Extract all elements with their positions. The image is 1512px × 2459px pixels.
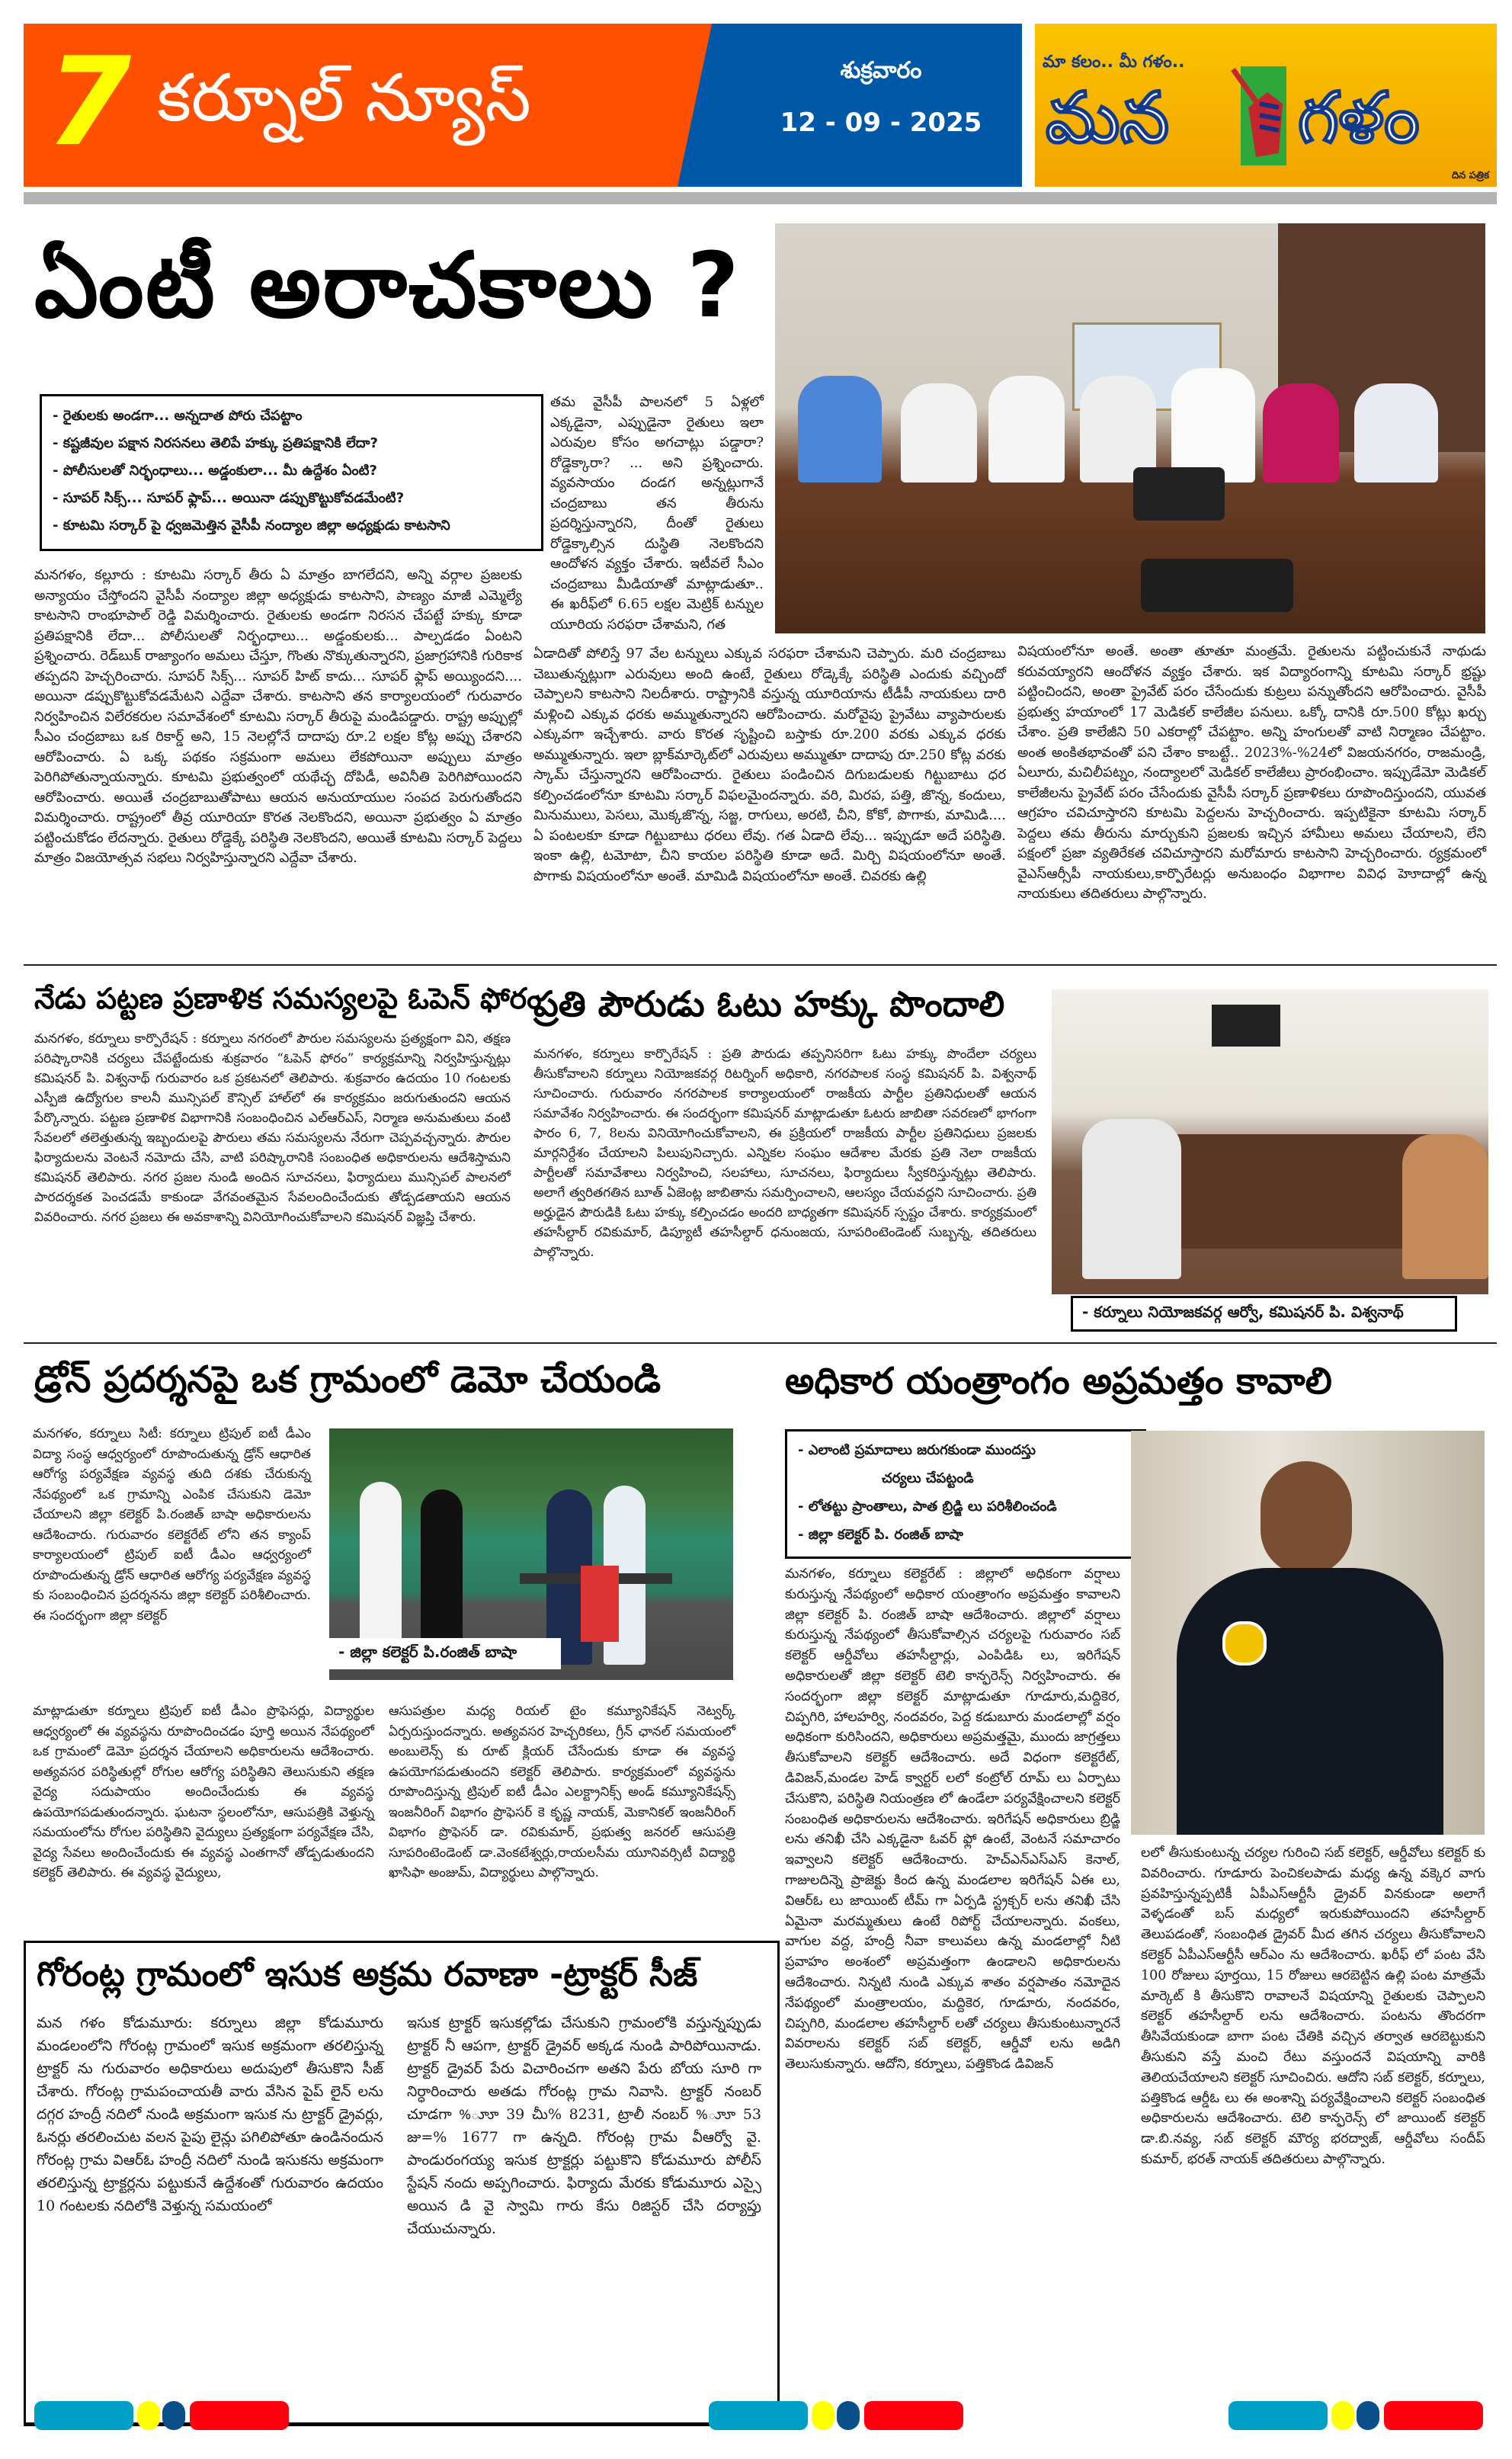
head	[1261, 1461, 1352, 1576]
sand-story-box	[24, 1941, 780, 2426]
logo-word-left: మన	[1046, 77, 1169, 159]
camera	[1141, 559, 1293, 612]
weekday: శుక్రవారం	[840, 57, 922, 84]
lead-body-col2a: తమ వైసీపీ పాలనలో 5 ఏళ్లలో ఎక్కడైనా, ఎప్పుడైనా రైతులు ఇలా ఎరువుల కోసం అగచాట్లు పడ్డారా? రోడ్డెక్కారా? ... అని ప్రశ్నించారు. వ్యవసాయం దండగ అన్నట్లుగానే చంద్రబాబు తన తీరును ప్రదర్శిస్తున్నారని, దీంతో రైతులు రోడ్డెక్కాల్సిన దుస్థితి నెలకొందని ఆందోళన వ్యక్తం చేశారు. ఇటీవలే సీఎం చంద్రబాబు మీడియాతో మాట్లాడుతూ.. ఈ ఖరీఫ్‌లో 6.65 లక్షల మెట్రిక్ టన్నుల యూరియ సరఫరా చేశామని, గత	[550, 394, 764, 633]
sand-body-col1: మన గళం కోడుమూరు: కర్నూలు జిల్లా కోడుమూరు మండలంలోని గోరంట్ల గ్రామంలో ఇసుక అక్రమంగా తరలిస్తున్న ట్రాక్టర్ ను గురువారం అధికారులు అదుపులో తీసుకొని సీజ్ చేశారు. గోరంట్ల గ్రామపంచాయతీ వారు వేసిన పైప్ లైన్ లను దగ్గర హంద్రీ నదిలో నుండి అక్రమంగా ఇసుక ను ట్రాక్టర్ డ్రైవర్లు, ఓనర్లు తరలించుట వలన పైపు లైన్లు పగిలిపోతూ ఉండినందున గోరంట్ల గ్రామ విఆర్ఓ హంద్రీ నదిలో నుండి ఇసుకను అక్రమంగా తరలిస్తున్న ట్రాక్టర్లను పట్టుకునే ఉద్దేశంతో గురువారం ఉదయం 10 గంటలకు నదిలోకి వెళ్తున్న సమయంలో	[37, 2015, 383, 2214]
highlight-item: చర్యలు చేపట్టండి	[882, 1470, 974, 1486]
drone-body-col3: ఆసుపత్రుల మధ్య రియల్ టైం కమ్యూనికేషన్ నెట్వర్క్ ఏర్పరుస్తుందన్నారు. అత్యవసర హెచ్చరికలు, గ్రీన్ ఛానల్ సమయంలో అంబులెన్స్ కు రూట్ క్లియర్ చేసేందుకు కూడా ఈ వ్యవస్థ ఉపయోగపడుతుందని కలెక్టర్ తెలిపారు. కార్యక్రమంలో వ్యవస్థను రూపొందిస్తున్న ట్రిపుల్ ఐటీ డీఎం ఎలక్ట్రానిక్స్ అండ్ కమ్యూనికేషన్స్ ఇంజనీరింగ్ విభాగం ప్రొఫెసర్ కె కృష్ణ నాయక్, మెకానికల్ ఇంజనీరింగ్ విభాగం ప్రొఫెసర్ డా. రవికుమార్, ప్రభుత్వ జనరల్ ఆసుపత్రి సూపరింటెండెంట్ డా.వెంకటేశ్వర్లు,రాయలసీమ యూనివర్సిటీ విద్యార్థి ఖాసిఫా అంజుమ్, విద్యార్థులు పాల్గొన్నారు.	[389, 1704, 735, 1880]
collector-portrait-photo	[1131, 1431, 1485, 1835]
lead-body-col1: మనగళం, కల్లూరు : కూటమి సర్కార్ తీరు ఏ మాత్రం బాగలేదని, అన్ని వర్గాల ప్రజలకు అన్యాయం చేస్తోందని వైసీపీ నంద్యాల జిల్లా అధ్యక్షుడు కాటసాని, పాణ్యం మాజీ ఎమ్మెల్యే కాటసాని రాంభూపాల్ రెడ్డి విమర్శించారు. రైతులకు అండగా నిరసన చేపట్టే హక్కు కూడా ప్రతిపక్షానికి లేదా... పోలీసులతో నిర్భంధాలు... అడ్డంకులకు... పాల్పడడం ఏంటని ప్రశ్నించారు. రెడ్‌బుక్ రాజ్యాంగం అమలు చేస్తూ, గొంతు నొక్కుతున్నారని, ప్రజాగ్రహానికి గురికాక తప్పదని హెచ్చరించారు. సూపర్ సిక్స్... సూపర్ హిట్ కాదు... సూపర్ ఫ్లాప్ అయ్యిందని.... అయినా డప్పుకొట్టుకోవడమేటని ఎద్దేవా చేశారు. కాటసాని తన కార్యాలయంలో గురువారం నిర్వహించిన విలేరకరుల సమావేశంలో కూటమి సర్కార్ తీరుపై మండిపడ్డారు. రాష్ట్ర అప్పుల్లో సీఎం చంద్రబాబు ఒక రికార్డ్ అని, 15 నెలల్లోనే దాదాపు రూ.2 లక్షల కోట్ల అప్పు చేశారని ఆరోపించారు. ఏ ఒక్క పథకం సక్రమంగా అమలు లేకపోయినా అప్పులు మాత్రం పెరిగిపోతున్నాయన్నారు. కూటమి ప్రభుత్వంలో యథేచ్ఛ దోపిడీ, అవినీతి పెరిగిపోయిందని ఆరోపించారు. అయితే చంద్రబాబుతోపాటు ఆయన అనుయాయుల సంపద పెరుగుతోందని విమర్శించారు. రాష్ట్రంలో తీవ్ర యూరియా కొరత నెలకొందని, అయినా ప్రభుత్వం ఏ మాత్రం పట్టించుకోడం లేదన్నారు. రైతులు రోడ్డెక్కే పరిస్థితి నెలకొందని, అయితే కూటమి సర్కార్ పెద్దలు మాత్రం విజయోత్సవ సభలు నిర్వహిస్తున్నారని ఎద్దేవా చేశారు.	[34, 567, 522, 866]
drone-body-col2: మాట్లాడుతూ కర్నూలు ట్రిపుల్ ఐటీ డీఎం ప్రొఫెసర్లు, విద్యార్థుల ఆధ్వర్యంలో ఈ వ్యవస్థను రూపొందించడం పూర్తి అయిన నేపథ్యంలో ఒక గ్రామంలో డెమో ప్రదర్శన చేయాలని అధికారులను ఆదేశించారు. అత్యవసర పరిస్థితుల్లో రోగుల ఆరోగ్య పరిస్థితిని తెలుసుకుని తక్షణ వైద్య సదుపాయం అందించేందుకు ఈ వ్యవస్థ ఉపయోగపడుతుందన్నారు. ఘటనా స్థలంలోనూ, ఆసుపత్రికి వెళ్తున్న సమయంలోను రోగుల పరిస్థితిని వైద్యులు ప్రత్యక్షంగా పర్యవేక్షణ చేసి, వైద్య సేవలు అందించేందుకు ఈ వ్యవస్థ ఎంతగానో తోడ్పడుతుందని కలెక్టర్ తెలిపారు. ఈ వ్యవస్థ వైద్యులు,	[33, 1704, 374, 1880]
highlight-item: - కూటమి సర్కార్ పై ధ్వజమెత్తిన వైసీపీ నంద్యాల జిల్లా అధ్యక్షుడు కాటసాని	[53, 518, 450, 534]
drone-headline: డ్రోన్ ప్రదర్శనపై ఒక గ్రామంలో డెమో చేయండి	[34, 1358, 662, 1401]
voter-headline: ప్రతి పౌరుడు ఓటు హక్కు పొందాలి	[533, 983, 1005, 1024]
footer-ribbon	[709, 2401, 998, 2430]
voter-body: మనగళం, కర్నూలు కార్పొరేషన్ : ప్రతి పౌరుడు తప్పనిసరిగా ఓటు హక్కు పొందేలా చర్యలు తీసుకోవాలని కర్నూలు నియోజకవర్గ రిటర్నింగ్ అధికారి, నగరపాలక సంస్థ కమిషనర్ పి. విశ్వనాథ్ సూచించారు. గురువారం నగరపాలక కార్యాలయంలో రాజకీయ పార్టీల ప్రతినిధులతో ఆయన సమావేశం నిర్వహించారు. ఈ సందర్భంగా కమిషనర్ మాట్లాడుతూ ఓటరు జాబితా సవరణలో భాగంగా ఫారం 6, 7, 8లను వినియోగించుకోవాలని, ఈ ప్రక్రియలో రాజకీయ పార్టీల ప్రతినిధులు ప్రజలకు మార్గనిర్దేశం చేయాలని పిలుపునిచ్చారు. ఎన్నికల సంఘం ఆదేశాల మేరకు ప్రతి నెలా రాజకీయ పార్టీలతో సమావేశాలు నిర్వహించి, సలహాలు, సూచనలు, ఫిర్యాదులు స్వీకరిస్తున్నట్లు తెలిపారు. అలాగే త్వరితగతిన బూత్ ఏజెంట్ల జాబితాను సమర్పించాలని, ఆలస్యం చేయవద్దని సూచించారు. ప్రతి అర్హుడైన పౌరుడికి ఓటు హక్కు కల్పించడం అందరి బాధ్యతగా కమిషనర్ స్పష్టం చేశారు. కార్యక్రమంలో తహసీల్దార్ రవికుమార్, డిప్యూటీ తహసీల్దార్ ధనుంజయ, సూపరింటెండెంట్ సుబ్బన్న, తదితరులు పాల్గొన్నారు.	[533, 1047, 1036, 1260]
collector-highlights-box	[785, 1429, 1146, 1559]
section-divider	[24, 964, 1497, 966]
tv-screen	[1212, 1005, 1280, 1047]
footer-ribbon	[34, 2401, 324, 2430]
drone-body-col1: మనగళం, కర్నూలు సిటీ: కర్నూలు ట్రిపుల్ ఐటీ డీఎం విద్యా సంస్థ ఆధ్వర్యంలో రూపొందుతున్న డ్రోన్ ఆధారిత ఆరోగ్య పర్యవేక్షణ వ్యవస్థ తుది దశకు చేరుకున్న నేపథ్యంలో ఒక గ్రామాన్ని ఎంపిక చేసుకుని డెమో చేయాలని జిల్లా కలెక్టర్ పి.రంజిత్ బాషా అధికారులను ఆదేశించారు. గురువారం కలెక్టరేట్ లోని తన క్యాంప్ కార్యాలయంలో ట్రిపుల్ ఐటీ డీఎం ఆధ్వర్యంలో రూపొందుతున్న డ్రోన్ ఆధారిత ఆరోగ్య పర్యవేక్షణ వ్యవస్థ కు సంబంధించిన ప్రదర్శనను జిల్లా కలెక్టర్ పరిశీలించారు. ఈ సందర్భంగా జిల్లా కలెక్టర్	[33, 1426, 311, 1624]
sand-headline: గోరంట్ల గ్రామంలో ఇసుక అక్రమ రవాణా -ట్రాక్టర్ సీజ్	[37, 1955, 698, 1994]
section-divider	[24, 1342, 1497, 1344]
highlight-item: - జిల్లా కలెక్టర్ పి. రంజిత్ బాషా	[798, 1527, 963, 1543]
sand-body-col2: ఇసుక ట్రాక్టర్ ఇసుకల్లోడు చేసుకుని గ్రామంలోకి వస్తున్నప్పుడు ట్రాక్టర్ నీ ఆపగా, ట్రాక్టర్ డ్రైవర్ అక్కడ నుండి పారిపోయినాడు. ట్రాక్టర్ డ్రైవర్ పేరు విచారించగా అతని పేరు బోయ సూరి గా నిర్ధారించారు అతడు గోరంట్ల గ్రామ నివాసి. ట్రాక్టర్ నంబర్ చూడగా %ూూ 39 చీు% 8231, ట్రాలీ నంబర్ %ూూ 53 జు=% 1677 గా ఉన్నది. గోరంట్ల గ్రామ వీఆర్వో వై. పాండురంగయ్య ఇసుక ట్రాక్టర్లు పట్టుకొని కోడుమూరు పోలీస్ స్టేషన్ నందు అప్పగించారు. ఫిర్యాదు మేరకు కోడుమూరు ఎస్సై అయిన డి వై స్వామి గారు కేసు రిజిస్టర్ చేసి దర్యాప్తు చేయుచున్నారు.	[407, 2015, 761, 2237]
voter-photo-caption: - కర్నూలు నియోజకవర్గ ఆర్వో, కమిషనర్ పి. విశ్వనాథ్	[1071, 1296, 1457, 1332]
highlight-item: - కష్టజీవుల పక్షాన నిరసనలు తెలిపే హక్కు ప్రతిపక్షానికి లేదా?	[53, 435, 378, 451]
collector-headline: అధికార యంత్రాంగం అప్రమత్తం కావాలి	[785, 1360, 1332, 1403]
logo-subtitle: దిన పత్రిక	[1451, 170, 1489, 181]
collector-body-col2: లలో తీసుకుంటున్న చర్యల గురించి సబ్ కలెక్టర్, ఆర్డీవోలు కలెక్టర్ కు వివరించారు. గూడూరు పెంచికలపాడు మధ్య ఉన్న వక్కెర వాగు ప్రవహిస్తున్నప్పటికీ ఏపీఎస్ఆర్టీసీ డ్రైవర్ వినకుండా అలాగే వెళ్ళడంతో బస్ మధ్యలో ఇరుకుపోయిందని తహసీల్దార్ తెలుపడంతో, సంబంధిత డ్రైవర్ మీద తగిన చర్యలు తీసుకోవాలని కలెక్టర్ ఏపీఎస్ఆర్టీసీ ఆర్ఎం ను ఆదేశించారు. ఖరీఫ్ లో పంట వేసి 100 రోజులు పూర్తయి, 15 రోజులు ఆరబెట్టిన ఉల్లి పంట మాత్రమే మార్కెట్ కి తీసుకొని రావాలనే విషయాన్ని రైతులకు చెప్పాలని కలెక్టర్ తహసీల్దార్ లను ఆదేశించారు. పంటను తొందరగా తీసివేయకుండా బాగా పంట చేతికి వచ్చిన తర్వాత ఆరబెట్టుకుని తీసుకుని వస్తే మంచి రేటు వస్తుందనే విషయాన్ని వారికి తెలియచేయాలని కలెక్టర్ సూచించిరు. ఆదోని సబ్ కలెక్టర్, కర్నూలు, పత్తికొండ ఆర్డీఓ లు ఈ అంశాన్ని పర్యవేక్షించాలని కలెక్టర్ సంబంధిత అధికారులను ఆదేశించారు. టెలి కాన్ఫరెన్స్ లో జాయింట్ కలెక్టర్ డా.బి.నవ్య, సబ్ కలెక్టర్ మౌర్య భరద్వాజ్, ఆర్డీవోలు సందీప్ కుమార్, భరత్ నాయక్ తదితరులు పాల్గొన్నారు.	[1141, 1845, 1485, 2167]
open-forum-headline: నేడు పట్టణ ప్రణాళిక సమస్యలపై ఓపెన్ ఫోరం	[34, 982, 542, 1015]
issue-date: 12 - 09 - 2025	[780, 107, 982, 138]
highlight-item: - లోతట్టు ప్రాంతాలు, పాత బ్రిడ్జి లు పరిశీలించండి	[798, 1499, 1057, 1515]
highlight-item: - సూపర్ సిక్స్... సూపర్ ఫ్లాప్... అయినా డప్పుకొట్టుకోవడమేంటి?	[53, 490, 405, 506]
highlight-item: - రైతులకు అండగా... అన్నదాత పోరు చేపట్టాం	[53, 408, 303, 424]
commissioner-meeting-photo	[1052, 989, 1488, 1294]
collector-body-col1: మనగళం, కర్నూలు కలెక్టరేట్ : జిల్లాలో అధికంగా వర్షాలు కురుస్తున్న నేపథ్యంలో అధికార యంత్రాంగం అప్రమత్తం కావాలని జిల్లా కలెక్టర్ పి. రంజిత్ బాషా ఆదేశించారు. జిల్లాలో వర్షాలు కురుస్తున్న నేపథ్యంలో తీసుకోవాల్సిన చర్యలపై గురువారం సబ్ కలెక్టర్ ఆర్డీవోలు తహసీల్దార్లు, ఎంపిడిఓ లు, ఇరిగేషన్ అధికారులతో జిల్లా కలెక్టర్ టెలి కాన్ఫరెన్స్ నిర్వహించారు. ఈ సందర్భంగా జిల్లా కలెక్టర్ మాట్లాడుతూ గూడూరు,మద్దికెర, చిప్పగిరి, హాలహర్వి, నందవరం, పెద్ద కడుబూరు మండలాల్లో వర్షం అధికంగా కురిసిందని, అధికారులు అప్రమత్తమై, ముందు జాగ్రత్తలు తీసుకోవాలని కలెక్టర్ ఆదేశించారు. అదే విధంగా కలెక్టరేట్, డివిజన్,మండల హెడ్ క్వార్టర్ లలో కంట్రోల్ రూమ్ లు ఏర్పాటు చేసుకొని, పరిస్థితి నియంత్రణ లో ఉండేలా పర్యవేక్షించాలని కలెక్టర్ సంబంధిత అధికారులను ఆదేశించారు. ఇరిగేషన్ అధికారులు బ్రిడ్జి లను తనిఖీ చేసి ఎక్కడైనా ఓవర్ ఫ్లో ఉంటే, వెంటనే సమాచారం ఇవ్వాలని కలెక్టర్ ఆదేశించారు. హెచ్ఎన్ఎస్ఎస్ కెనాల్, గాజులదిన్నె ప్రాజెక్టు కింద ఉన్న మండలాల ఇరిగేషన్ ఏఈ లు, విఆర్ఓ లు జాయింట్ టీమ్ గా ఏర్పడి స్ట్రక్చర్ లను తనిఖీ చేసి ఏమైనా మరమ్మతులు ఉంటే రిపోర్ట్ చేయాలన్నారు. వంకలు, వాగుల వద్ద, హంద్రీ నీవా కాలువలు ఉన్న మండలాల్లో నీటి ప్రవాహం అంశంలో అప్రమత్తంగా ఉండాలని అధికారులను ఆదేశించారు. నిన్నటి నుండి ఎక్కువ శాతం వర్షపాతం నమోదైన నేపథ్యంలో మంత్రాలయం, మద్దికెర, గూడూరు, నందవరం, చిప్పగిరి, మండలాల తహసీల్దార్ లతో చర్యలు తీసుకుంటున్నారనే వివరాలను కలెక్టర్ సబ్ కలెక్టర్, ఆర్డీవో లను అడిగి తెలుసుకున్నారు. ఆదోని, కర్నూలు, పత్తికొండ డివిజన్	[785, 1566, 1120, 2073]
masthead	[24, 24, 1497, 187]
drone-photo-caption: - జిల్లా కలెక్టర్ పి.రంజిత్ బాషా	[329, 1638, 561, 1669]
logo-panel	[1035, 24, 1497, 187]
rosette-badge	[1222, 1621, 1267, 1666]
page-number: 7	[46, 30, 132, 173]
raised-fist-pen-icon	[1225, 62, 1294, 168]
footer-ribbon	[1228, 2401, 1512, 2430]
lead-body-col2b: ఏడాదితో పోలిస్తే 97 వేల టన్నులు ఎక్కువ సరఫరా చేశామని చెప్పారు. మరి చంద్రబాబు చెబుతున్నట్లుగా ఎరువులు అంది ఉంటే, రైతులు రోడ్కెక్కే పరిస్థితి ఎందుకు వచ్చిందో చెప్పాలని కాటసాని నిలదీశారు. రాష్ట్రానికి వస్తున్న యూరియాను టీడీపీ నాయకులు దారి మళ్లించి ఎక్కువ ధరకు అమ్ముతున్నారని ఆరోపించారు. మరోవైపు ప్రైవేటు వ్యాపారులకు ఎక్కువగా ఇచ్చేశారు. వారు కొరత సృష్టించి బస్తాకు రూ.200 వరకు ఎక్కువ ధరకు అమ్ముతున్నారు. ఇలా బ్లాక్‌మార్కెట్‌లో ఎరువులు అమ్ముతూ దాదాపు రూ.250 కోట్ల వరకు స్కామ్ చేస్తున్నారని ఆరోపించారు. రైతులు పండించిన దిగుబడులకు గిట్టుబాటు ధర కల్పించడంలోనూ కూటమి సర్కార్ విఫలమైందన్నారు. వరి, మిరప, పత్తి, జొన్న, కందులు, మినుములు, పెసలు, మొక్కజొన్న, సజ్జ, రాగులు, అరటి, చీని, కోకో, పొగాకు, మామిడి.... ఏ పంటలకూ కూడా గిట్టుబాటు ధరలు లేవు. గత ఏడాది లేవు... ఇప్పుడూ అదే పరిస్థితి. ఇంకా ఉల్లి, టమోటా, చీని కాయల పరిస్థితి కూడా అదే. మిర్చి విషయంలోనూ అంతే. పొగాకు విషయంలోనూ అంతే. మామిడి విషయంలోనూ అంతే. చివరకు ఉల్లి	[533, 646, 1006, 884]
logo-word-right: గళం	[1298, 77, 1420, 159]
lead-body-col3: విషయంలోనూ అంతే. అంతా తూతూ మంత్రమే. రైతులను పట్టించుకునే నాథుడు కరువయ్యారని ఆందోళన వ్యక్తం చేశారు. ఇక విద్యారంగాన్ని కూటమి సర్కార్ భ్రష్టు పట్టించిందని, అంతా ప్రైవేట్ పరం చేసేందుకు కుట్రలు పన్నుతోందని ఆరోపించారు. వైసీపీ ప్రభుత్వ హయాంలో 17 మెడికల్ కాలేజీల పనులు. ఒక్కో దానికి రూ.500 కోట్లు ఖర్చు చేశాం. ప్రతి కాలేజీని 50 ఎకరాల్లో చేపట్టాం. అన్ని హంగులతో వాటి నిర్మాణం చేపట్టాం. అంత అంకితభావంతో పని చేశాం కాబట్టే.. 2023%-%24లో విజయనగరం, రాజమండ్రి, ఏలూరు, మచిలీపట్నం, నంద్యాలలో మెడికల్ కాలేజీలు ప్రారంభించాం. ఇప్పుడేమో మెడికల్ కాలేజీలను ప్రైవేట్ పరం చేసేందుకు వైసీపీ సర్కార్ ప్రణాళికలు రూపొందిస్తుందని, యువత ఆగ్రహం చవిచూస్తారని కూటమి పెద్దలను హెచ్చరించారు. ఇప్పటికైనా కూటమి సర్కార్ పెద్దలు తమ తీరును మార్చుకుని ప్రజలకు ఇచ్చిన హామీలు అమలు చేయాలని, లేని పక్షంలో ప్రజా వ్యతిరేకత చవిచూస్తారని మరోమారు కాటసాని హెచ్చరించారు. ర్యక్రమంలో వైఎస్ఆర్సీపీ నాయకులు,కార్పొరేటర్లు అనుబంధం విభాగాల వివిధ హెూదాల్లో ఉన్న నాయకులు తదితరులు పాల్గొన్నారు.	[1017, 643, 1486, 902]
masthead-gray-rule	[24, 192, 1497, 204]
logo-tagline: మా కలం.. మీ గళం..	[1043, 53, 1185, 72]
lead-headline: ఏంటీ అరాచకాలు ?	[34, 232, 741, 338]
drone-body	[581, 1566, 619, 1642]
highlight-item: - ఎలాంటి ప్రమాదాలు జరుగకుండా ముందస్తు	[798, 1442, 1036, 1458]
highlight-item: - పోలీసులతో నిర్భంధాలు... అడ్డంకులా... మీ ఉద్దేశం ఏంటి?	[53, 463, 377, 479]
lead-highlights-box	[40, 394, 543, 551]
page-title: కర్నూల్ న్యూస్	[157, 60, 531, 136]
microphones	[1133, 467, 1225, 521]
suit	[1177, 1568, 1443, 1835]
date-panel	[678, 24, 1022, 187]
open-forum-body: మనగళం, కర్నూలు కార్పొరేషన్ : కర్నూలు నగరంలో పౌరుల సమస్యలను ప్రత్యక్షంగా విని, తక్షణ పరిష్కారానికి చర్యలు చేపట్టేందుకు శుక్రవారం “ఓపెన్ ఫోరం” కార్యక్రమాన్ని నిర్వహిస్తున్నట్లు కమిషనర్ పి. విశ్వనాథ్ గురువారం ఒక ప్రకటనలో తెలిపారు. శుక్రవారం ఉదయం 10 గంటలకు ఎస్పీజి ఉద్యోగుల కాలనీ మున్సిపల్ కౌన్సిల్ హాల్‌లో ఈ కార్యక్రమం జరుగుతుందని ఆయన పేర్కొన్నారు. పట్టణ ప్రణాళిక విభాగానికి సంబంధించిన ఎల్ఆర్ఎస్, నిర్మాణ అనుమతులు వంటి సేవలలో తలెత్తుతున్న ఇబ్బందులపై పౌరులు తమ సమస్యలను నేరుగా చెప్పవచ్చన్నారు. పౌరుల ఫిర్యాదులను వెంటనే నమోదు చేసి, వాటి పరిష్కారానికి సంబంధిత అధికారులను ఆదేశిస్తామని కమిషనర్ తెలిపారు. నగర ప్రజల నుండి అందిన సూచనలు, ఫిర్యాదులు మున్సిపల్ పాలనలో పారదర్శకత పెంచడమే కాకుండా వేగవంతమైన సేవలందించేందుకు తోడ్పడతాయని ఆయన వివరించారు. నగర ప్రజలు ఈ అవకాశాన్ని వినియోగించుకోవాలని కమిషనర్ విజ్ఞప్తి చేశారు.	[34, 1031, 511, 1225]
drone-demo-photo	[329, 1428, 733, 1680]
press-meet-photo	[775, 223, 1485, 633]
